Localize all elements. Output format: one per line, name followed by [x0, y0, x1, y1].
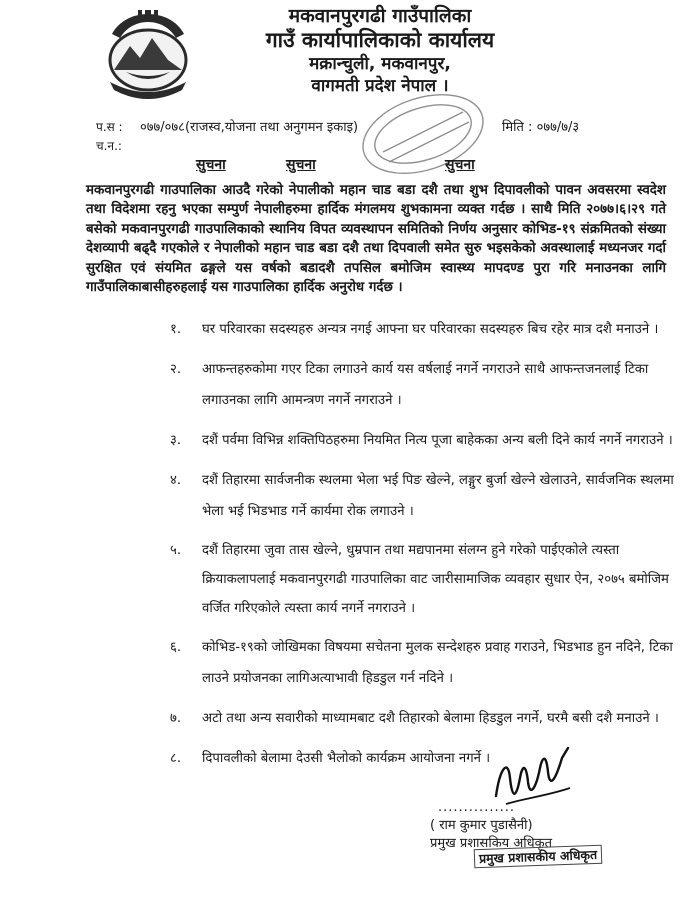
date-value: ०७७/७/३: [536, 120, 580, 135]
list-item: [170, 354, 675, 416]
list-item: [170, 425, 675, 456]
item-text: अटो तथा अन्य सवारीको माध्यामबाट दशै तिहारको बेलामा हिडडुल नगर्ने, घरमै बसी दशै मनाउने ।: [202, 711, 659, 726]
reference-number: ०७७/०७८(राजस्व,योजना तथा अनुगमन इकाइ): [140, 120, 359, 135]
item-text: कोभिड-१९को जोखिमका विषयमा सचेतना मुलक सन्देशहरु प्रवाह गराउने, भिडभाड हुन नदिने, टिका लाउने प्रयोजनका लागिअत्याभावी हिडडुल गर्न नदिने ।: [202, 640, 673, 686]
list-item: [170, 703, 675, 734]
list-item: [170, 536, 675, 623]
item-text: दशैं तिहारमा जुवा तास खेल्ने, धुम्रपान तथा मद्यपानमा संलग्न हुने गरेको पाईएकोले त्यस्ता क्रियाकलापलाई मकवानपुरगढी गाउपालिका वाट जारीसामाजिक व्यवहार सुधार ऐन, २०७५ बमोजिम वर्जित गरिएकोले त्यस्ता कार्य नगर्ने नगराउने ।: [202, 543, 669, 616]
date-label: मिति :: [502, 120, 533, 135]
dispatch-number-label: च.न.:: [96, 139, 122, 153]
signatory-title: प्रमुख प्रशासकिय अधिकृत: [430, 836, 553, 851]
list-item: [170, 632, 675, 694]
issue-date: [502, 117, 579, 135]
notice-heading-1: सुचना: [196, 157, 226, 173]
guideline-list: [170, 314, 675, 783]
item-text: दशैं पर्वमा विभिन्न शक्तिपिठहरुमा नियमित नित्य पूजा बाहेकका अन्य बली दिने कार्य नगर्ने नगराउने ।: [202, 433, 673, 448]
item-number: १.: [170, 322, 182, 337]
signature-line: ...............: [438, 800, 515, 815]
municipality-name: मकवानपुरगढी गाउँपालिका: [288, 5, 472, 27]
item-number: ५.: [170, 543, 182, 558]
intro-paragraph: मकवानपुरगढी गाउपालिका आउदै गरेको नेपालीको महान चाड बडा दशै तथा शुभ दिपावलीको पावन अवसरमा स्वदेश तथा विदेशमा रहनु भएका सम्पुर्ण नेपालीहरुमा हार्दिक मंगलमय शुभकामना व्यक्त गर्दछ । साथै मिति २०७७।६।२९ गते बसेको मकवानपुरगढी गाउपालिकाको स्थानिय विपत व्यवस्थापन समितिको निर्णय अनुसार कोभिड-१९ संक्रमितको संख्या देशव्यापी बढ्दै गएकोले र नेपालीको महान चाड बडा दशै तथा दिपवाली समेत सुरु भइसकेको अवस्थालाई मध्यनजर गर्दा सुरक्षित एवं संयमित ढङ्गले यस वर्षको बडादशै तपसिल बमोजिम स्वास्थ्य मापदण्ड पुरा गरि मनाउनका लागि गाउँपालिकाबासीहरुहलाई यस गाउपालिका हार्दिक अनुरोध गर्दछ ।: [86, 183, 666, 296]
item-text: घर परिवारका सदस्यहरु अन्यत्र नगई आफ्ना घर परिवारका सदस्यहरु बिच रहेर मात्र दशै मनाउने ।: [202, 322, 659, 337]
notice-heading-2: सुचना: [286, 157, 316, 173]
item-number: ७.: [170, 711, 182, 726]
item-number: ३.: [170, 433, 182, 448]
designation-stamp: प्रमुख प्रशासकीय अधिकृत: [474, 845, 603, 868]
list-item: [170, 314, 675, 345]
signatory-name: ( राम कुमार पुडासैनी): [430, 818, 533, 833]
notice-heading-3: सुचना: [445, 157, 475, 173]
list-item: [170, 465, 675, 527]
item-text: दशैं तिहारमा सार्वजनीक स्थलमा भेला भई पिङ खेल्ने, लङ्गुर बुर्जा खेल्ने खेलाउने, सार्वजनिक स्थलमा भेला भई भिडभाड गर्ने कार्यमा रोक लगाउने ।: [202, 473, 674, 519]
office-address: मक्रान्चुली, मकवानपुर,: [309, 54, 451, 74]
office-province: वागमती प्रदेश नेपाल ।: [311, 76, 449, 96]
item-text: आफन्तहरुकोमा गएर टिका लगाउने कार्य यस वर्षलाई नगर्ने नगराउने साथै आफन्तजनलाई टिका लगाउनका लागि आमन्त्रण नगर्ने नगराउने ।: [202, 362, 649, 408]
item-number: २.: [170, 362, 182, 377]
item-number: ६.: [170, 640, 182, 655]
item-number: ४.: [170, 473, 182, 488]
reference-label: प.स :: [96, 120, 123, 134]
office-name: गाउँ कार्यापालिकाको कार्यालय: [265, 28, 495, 52]
item-number: ८.: [170, 751, 182, 766]
item-text: दिपावलीको बेलामा देउसी भैलोको कार्यक्रम आयोजना नगर्ने ।: [202, 751, 491, 766]
list-item: [170, 743, 675, 774]
municipality-emblem-icon: [98, 10, 198, 100]
